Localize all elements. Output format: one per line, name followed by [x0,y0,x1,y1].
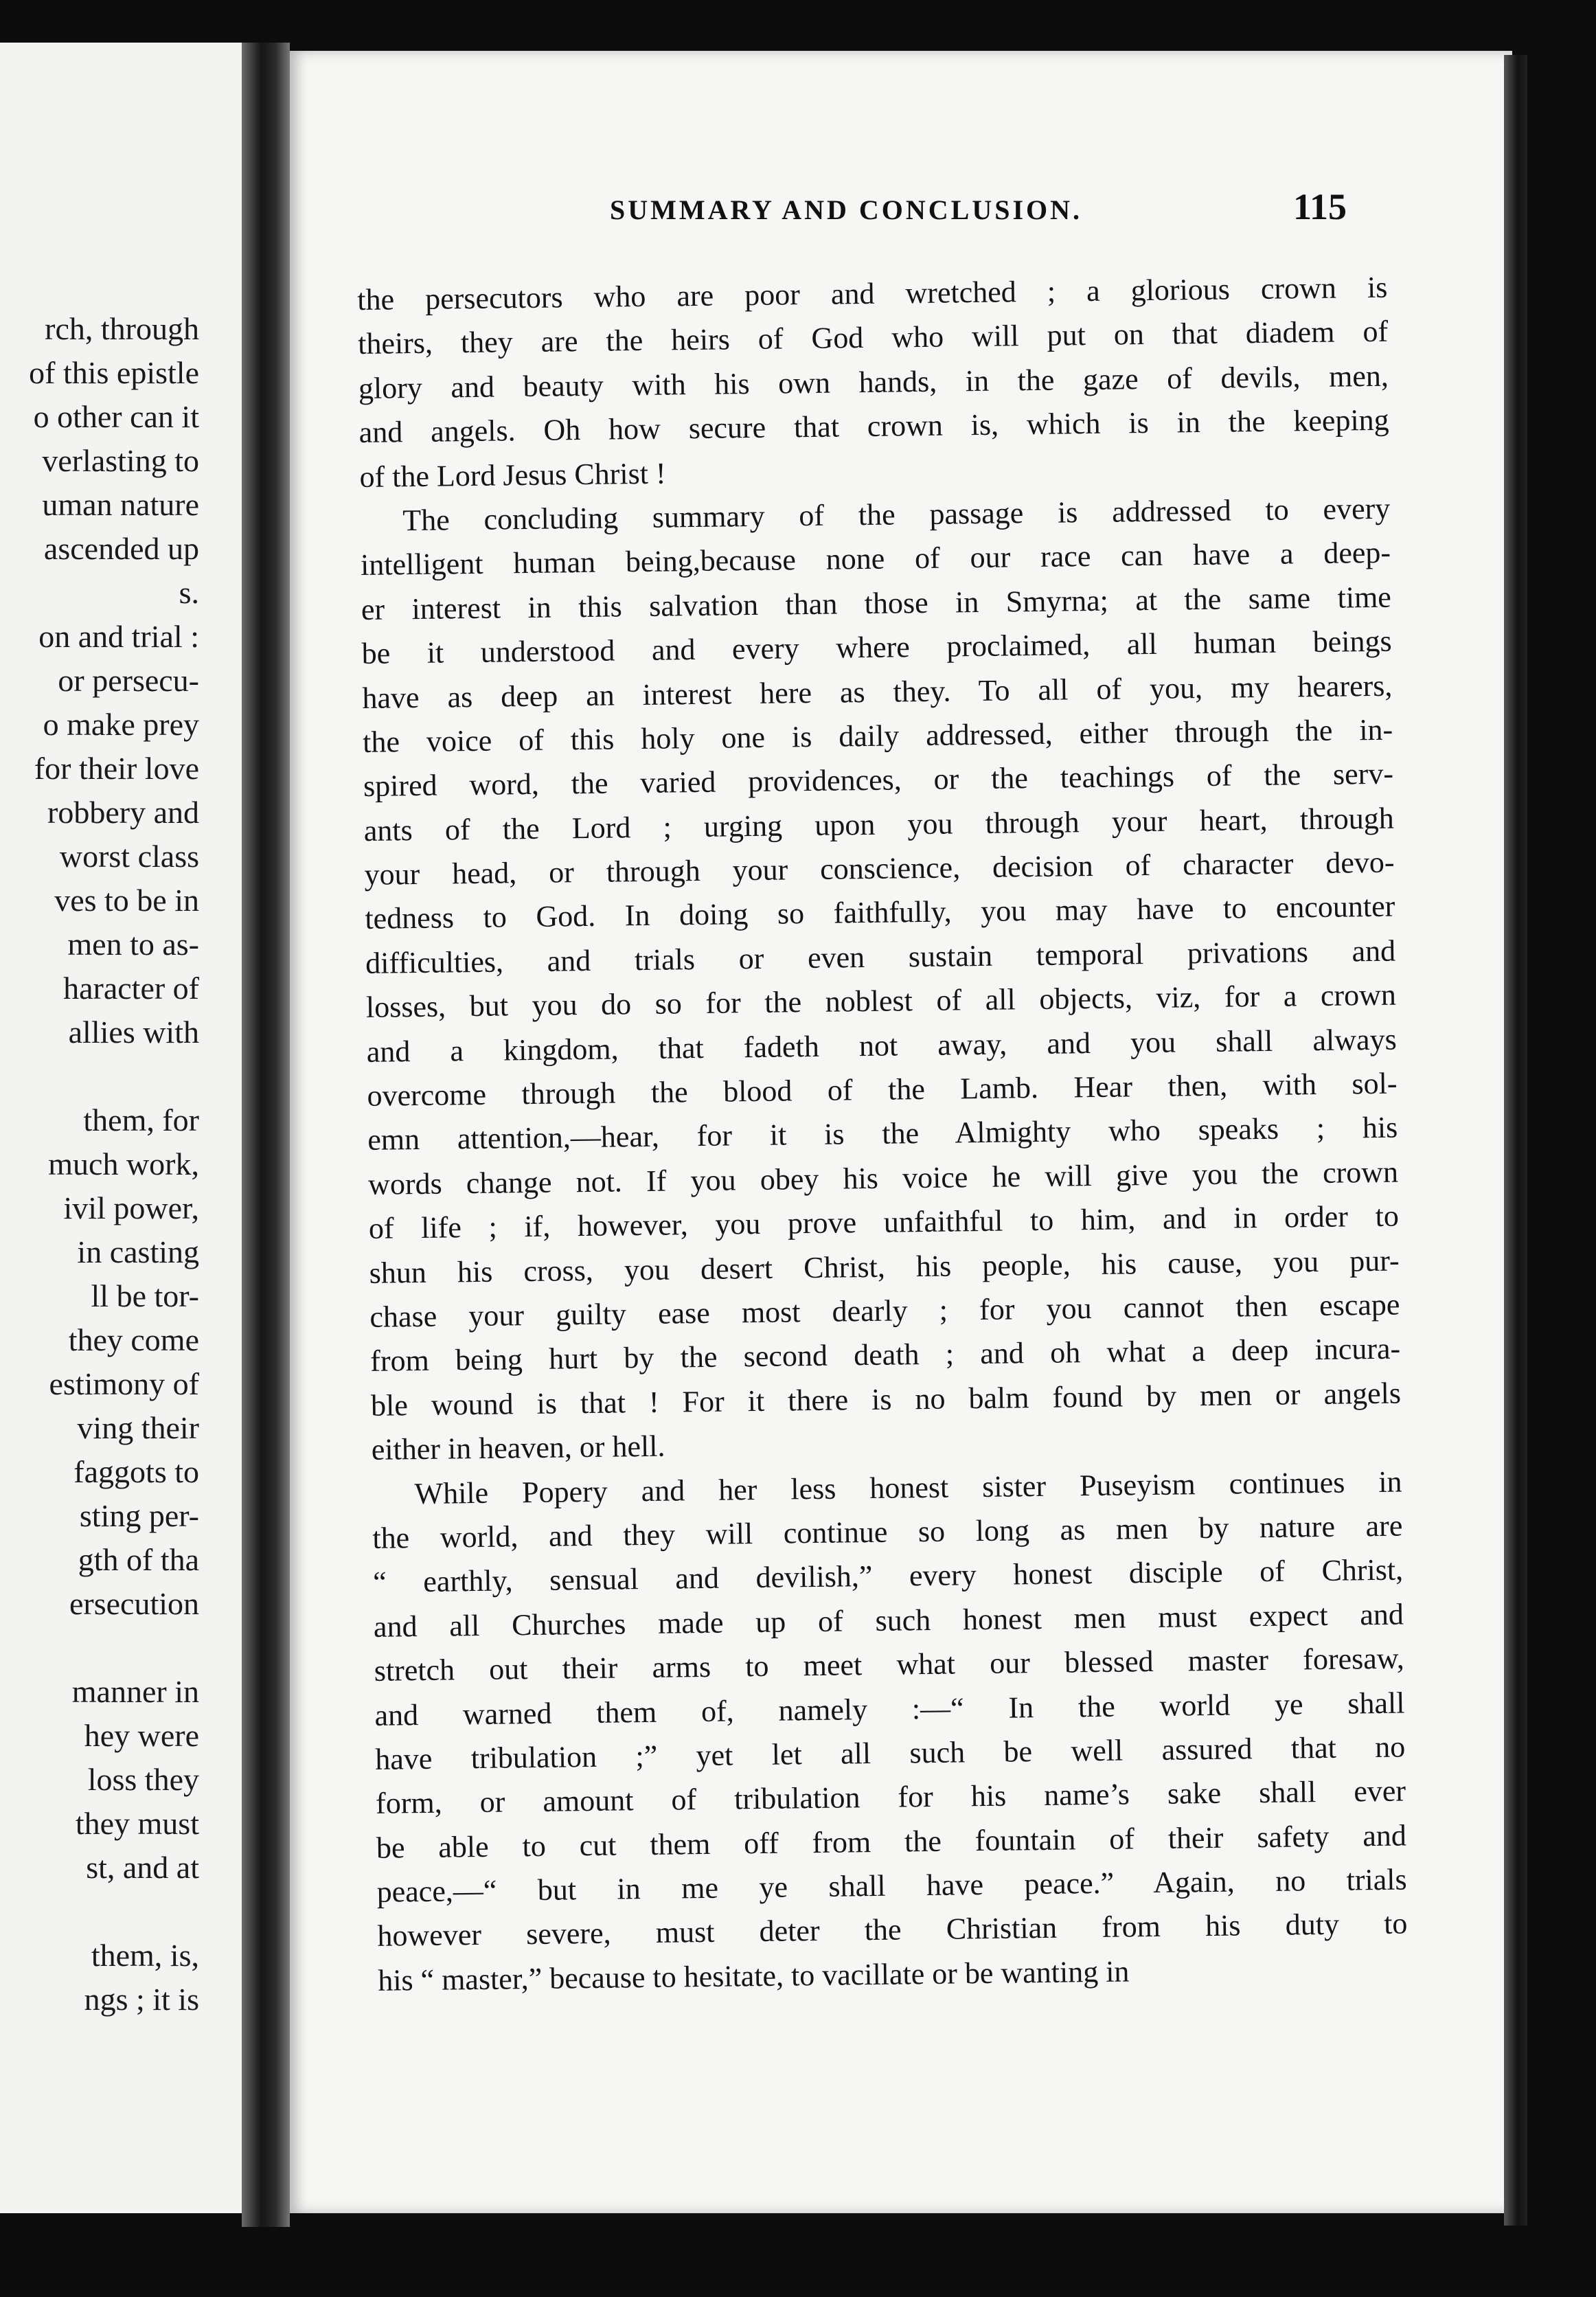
left-page-line: ascended up [43,531,199,566]
left-facing-page [0,43,242,2213]
text-line: “ earthly, sensual and devilish,” every honest disciple of Christ, [372,1552,1404,1600]
left-page-line: ves to be in [54,883,199,918]
left-page-line: they come [68,1322,199,1357]
left-page-line: faggots to [73,1454,199,1489]
left-page-text [0,307,199,2022]
text-line: the world, and they will continue so long as men by nature are [372,1508,1403,1555]
page-body-text [357,266,1409,2003]
left-page-line [0,1054,199,1098]
text-line: peace,—“ but in me ye shall have peace.” Again, no trials [376,1862,1407,1909]
left-page-line: them, is, [91,1938,199,1973]
text-line: While Popery and her less honest sister Puseyism continues in [414,1464,1402,1510]
text-line: have tribulation ;” yet let all such be well assured that no [375,1730,1406,1776]
text-line: and a kingdom, that fadeth not away, and you shall always [366,1022,1397,1069]
text-line: shun his cross, you desert Christ, his people, his cause, you pur- [369,1243,1400,1290]
text-line: form, or amount of tribulation for his name’s sake shall ever [375,1774,1406,1821]
text-line: from being hurt by the second death ; and oh what a deep incura- [369,1331,1401,1379]
left-page-line: them, for [83,1102,199,1138]
text-line: either in heaven, or hell. [371,1429,665,1467]
left-page-line: allies with [68,1015,199,1050]
left-page-line: manner in [71,1674,199,1709]
text-line: glory and beauty with his own hands, in the gaze of devils, men, [358,359,1389,405]
page-edge-shadow [1504,55,1527,2226]
text-line: words change not. If you obey his voice he will give you the crown [367,1155,1399,1201]
left-page-line: s. [179,575,199,610]
text-line: spired word, the varied providences, or the teachings of the serv- [363,756,1394,804]
text-line: be it understood and every where proclaimed, all human beings [361,624,1392,671]
left-page-line [0,1890,199,1934]
text-line: and all Churches made up of such honest men must expect and [373,1597,1404,1644]
text-line: be able to cut them off from the fountain of their safety and [376,1818,1407,1865]
text-line: the persecutors who are poor and wretched ; a glorious crown is [357,270,1388,317]
left-page-line: gth of tha [78,1542,199,1577]
left-page-line: men to as- [67,927,199,962]
running-head: SUMMARY AND CONCLUSION. [610,194,1083,225]
left-page-line: they must [75,1806,199,1841]
left-page-line: loss they [87,1762,199,1797]
left-page-line: rch, through [45,311,199,346]
left-page-line: much work, [48,1146,199,1181]
text-line: of the Lord Jesus Christ ! [359,456,666,494]
text-line: ants of the Lord ; urging upon you through your heart, through [363,801,1395,848]
text-line: his “ master,” because to hesitate, to vacillate or be wanting in [377,1954,1130,1998]
text-line: ble wound is that ! For it there is no balm found by men or angels [370,1376,1402,1423]
left-page-line: o other can it [33,399,199,434]
text-line: losses, but you do so for the noblest of all objects, viz, for a crown [365,977,1397,1025]
left-page-line: in casting [77,1234,199,1269]
text-line: er interest in this salvation than those in Smyrna; at the same time [361,580,1392,626]
left-page-line: of this epistle [29,355,199,390]
book-gutter [242,43,290,2227]
left-page-line [0,1626,199,1670]
left-page-line: haracter of [63,971,199,1006]
text-line: tedness to God. In doing so faithfully, you may have to encounter [365,890,1395,936]
text-line: however severe, must deter the Christian from his duty to [377,1906,1408,1954]
left-page-line: worst class [59,839,199,874]
left-page-line: or persecu- [58,663,199,698]
left-page-line: uman nature [42,487,199,522]
left-page-line: ll be tor- [91,1278,199,1313]
left-page-line: for their love [34,751,199,786]
left-page-line: ivil power, [63,1190,199,1225]
left-page-line: o make prey [43,707,199,742]
left-page-line: sting per- [79,1498,199,1533]
text-line: your head, or through your conscience, decision of character devo- [364,845,1395,892]
left-page-line: verlasting to [42,443,199,478]
left-page-line: ving their [77,1410,199,1445]
text-line: intelligent human being,because none of our race can have a deep- [360,535,1391,582]
text-line: have as deep an interest here as they. To all of you, my hearers, [362,668,1393,715]
left-page-line: on and trial : [38,619,199,654]
text-line: emn attention,—hear, for it is the Almighty who speaks ; his [367,1111,1398,1157]
left-page-line: ngs ; it is [84,1982,199,2017]
left-page-line: robbery and [47,795,199,830]
left-page-line: hey were [84,1718,199,1753]
text-line: and warned them of, namely :—“ In the world ye shall [374,1686,1405,1732]
text-line: overcome through the blood of the Lamb. Hear then, with sol- [367,1066,1398,1113]
text-line: of life ; if, however, you prove unfaithful to him, and in order to [368,1199,1400,1246]
text-line: theirs, they are the heirs of God who will put on that diadem of [357,315,1389,361]
left-page-line: st, and at [86,1850,199,1885]
page-number: 115 [1293,186,1347,227]
text-line: difficulties, and trials or even sustain temporal privations and [365,933,1396,980]
text-line: stretch out their arms to meet what our blessed master foresaw, [374,1641,1404,1688]
left-page-line: estimony of [49,1366,199,1401]
page-header [321,158,1347,234]
left-page-line: ersecution [69,1586,199,1621]
text-line: chase your guilty ease most dearly ; for you cannot then escape [369,1287,1400,1334]
text-line: the voice of this holy one is daily addressed, either through the in- [362,712,1393,759]
text-line: and angels. Oh how secure that crown is, which is in the keeping [358,403,1389,450]
text-line: The concluding summary of the passage is addressed to every [402,491,1391,538]
